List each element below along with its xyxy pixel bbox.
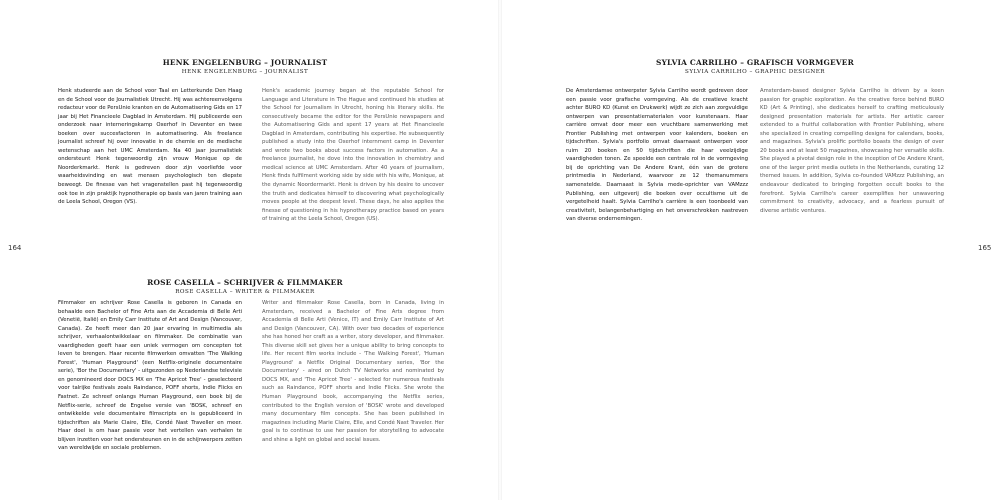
sylvia-subtitle: SYLVIA CARRILHO – GRAPHIC DESIGNER xyxy=(684,69,826,75)
rose-heading xyxy=(120,278,370,295)
rose-bio-dutch: Filmmaker en schrijver Rose Casella is geboren in Canada en behaalde een Bachelor of Fine Arts aan de Accademia di Belle Arti (Venetië, Italië) en Emily Carr Institute of Art and Design (Vancouver, Canada). Ze heeft meer dan 20 jaar ervaring in multimedia als schrijver, verhaalontwikkelaar en filmmaker. De combinatie van vaardigheden geeft haar een uniek vermogen om concepten tot leven te brengen. Haar recente filmwerken omvatten 'The Walking Forest', 'Human Playground' (een Netflix-originele documentaire serie), 'Bor the Documentary' - uitgezonden op Nederlandse televisie en genomineerd door DOCS MX en 'The Apricot Tree' - geselecteerd voor talrijke festivals zoals Raindance, POFF shorts, Indie Flicks en Fastnet. Ze schreef onlangs Human Playground, een boek bij de Netflix-serie, schreef de Engelse versie van 'BOSK, schreef en ontwikkelde vele documentaire filmscripts en is gepubliceerd in tijdschriften als Marie Claire, Elle, Condé Nast Traveller en meer. Haar doel is om haar passie voor het vertellen van verhalen te blijven inzetten voor het ondersteunen en in de schijnwerpers zetten van wereldwijde en sociale problemen. xyxy=(58,300,242,452)
sylvia-heading xyxy=(630,58,880,75)
book-gutter xyxy=(498,0,502,500)
henk-title: HENK ENGELENBURG – JOURNALIST xyxy=(162,58,328,67)
rose-subtitle: ROSE CASELLA – WRITER & FILMMAKER xyxy=(175,289,315,295)
right-page xyxy=(500,0,1000,500)
henk-heading xyxy=(120,58,370,75)
sylvia-bio-dutch: De Amsterdamse ontwerpster Sylvia Carrilho wordt gedreven door een passie voor grafische vormgeving. Als de creatieve kracht achter BURO KD (Kunst en Drukwerk) wijdt ze zich aan zorgvuldige ontwerpen van presentatiematerialen voor kunstenaars. Haar carrière omvat door meer een vruchtbare samenwerking met Frontier Publishing met ontwerpen voor kalenders, boeken en tijdschriften. Sylvia's portfolio omvat daarnaast ontwerpen voor ruim 20 boeken en 50 tijdschriften die haar veelzijdige vaardigheden tonen. Ze speelde een centrale rol in de vormgeving bij de oprichting van De Andere Krant, één van de grotere printmedia in Nederland, waarvoor ze 12 themanummers samenstelde. Daarnaast is Sylvia mede-oprichter van VAMzzz Publishing, een uitgeverij die boeken over occultisme uit de vergetelheid haalt. Sylvia Carrilho's carrière is een toonbeeld van creativiteit, belangenbehartiging en het onverschrokken nastreven van diverse ondernemingen. xyxy=(566,88,748,223)
sylvia-bio-english: Amsterdam-based designer Sylvia Carrilho is driven by a keen passion for graphic exploration. As the creative force behind BURO KD (Art & Printing), she dedicates herself to crafting meticulously designed presentation materials for artists. Her artistic career extended to a fruitful collaboration with Frontier Publishing, where she specialized in creating compelling designs for calendars, books, and magazines. Sylvia's prolific portfolio boasts the design of over 20 books and at least 50 magazines, showcasing her versatile skills. She played a pivotal design role in the inception of De Andere Krant, one of the larger print media outlets in the Netherlands, curating 12 themed issues. In addition, Sylvia co-founded VAMzzz Publishing, an endeavour dedicated to bringing forgotten occult books to the forefront. Sylvia Carrilho's career exemplifies her unwavering commitment to creativity, advocacy, and a fearless pursuit of diverse artistic ventures. xyxy=(760,88,944,214)
henk-bio-english: Henk's academic journey began at the reputable School for Language and Literature in The Hague and continued his studies at the School for Journalism in Utrecht, honing his literary skills. He consecutively became the editor for the PersUnie newspapers and the Automatisering Gids and spent 17 years at Het Financieele Dagblad in Amsterdam, contributing his expertise. He subsequently published a study into the Oxerhof internment camp in Deventer and wrote two books about success factors in automation. As a freelance journalist, he dove into the innovation in chemistry and medical science at UMC Amsterdam. After 40 years of journalism, Henk finds fulfilment working side by side with his wife, Monique, at the dynamic Noordermarkt. Henk is driven by his desire to uncover the truth and dedicates himself to discovering what psychologically moves people at the deepest level. These days, he also applies the finesse of questioning in his hypnotherapy practice based on years of training at the Leela School, Oregon (US). xyxy=(262,88,444,223)
henk-subtitle: HENK ENGELENBURG – JOURNALIST xyxy=(181,69,309,75)
rose-title: ROSE CASELLA – SCHRIJVER & FILMMAKER xyxy=(147,278,343,287)
sylvia-title: SYLVIA CARRILHO – GRAFISCH VORMGEVER xyxy=(656,58,854,67)
page-number-left: 164 xyxy=(8,244,22,252)
henk-bio-dutch: Henk studeerde aan de School voor Taal en Letterkunde Den Haag en de School voor de Journalistiek Utrecht. Hij was achtereenvolgens redacteur voor de PersUnie kranten en de Automatisering Gids en 17 jaar bij Het Financieele Dagblad in Amsterdam. Hij publiceerde een onderzoek naar interneringskamp Oxerhof in Deventer en twee boeken over succesfactoren in automatisering. Als freelance journalist schreef hij over innovatie in de chemie en de medische wetenschap aan het UMC Amsterdam. Na 40 jaar journalistiek ondersteunt Henk tegenwoordig zijn vrouw Monique op de Noorderkmarkt. Henk is gedreven door zijn voorliefde voor waarheidsvinding en wat mensen psychologisch ten diepste beweegt. De finesse van het vragenstellen past hij tegenwoordig ook toe in zijn praktijk hypnotherapie op basis van jaren training aan de Leela School, Oregon (VS). xyxy=(58,88,242,206)
rose-bio-english: Writer and filmmaker Rose Casella, born in Canada, living in Amsterdam, received a Bachelor of Fine Arts degree from Accademia di Belle Arti (Venice, IT) and Emily Carr Institute of Art and Design (Vancouver, CA). With over two decades of experience she has honed her craft as a writer, story developer, and filmmaker. This diverse skill set gives her a unique ability to bring concepts to life. Her recent film works include - 'The Walking Forest', 'Human Playground' a Netflix Original Documentary series, 'Bor the Documentary' - aired on Dutch TV Networks and nominated by DOCS MX, and 'The Apricot Tree' - selected for numerous festivals such as Raindance, POFF shorts and Indie Flicks. She wrote the Human Playground book, accompanying the Netflix series, contributed to the English version of 'BOSK' wrote and developed many documentary film concepts. She has been published in magazines including Marie Claire, Elle, and Condé Nast Traveler. Her goal is to continue to use her passion for storytelling to advocate and shine a light on global and social issues. xyxy=(262,300,444,443)
page-number-right: 165 xyxy=(978,244,992,252)
